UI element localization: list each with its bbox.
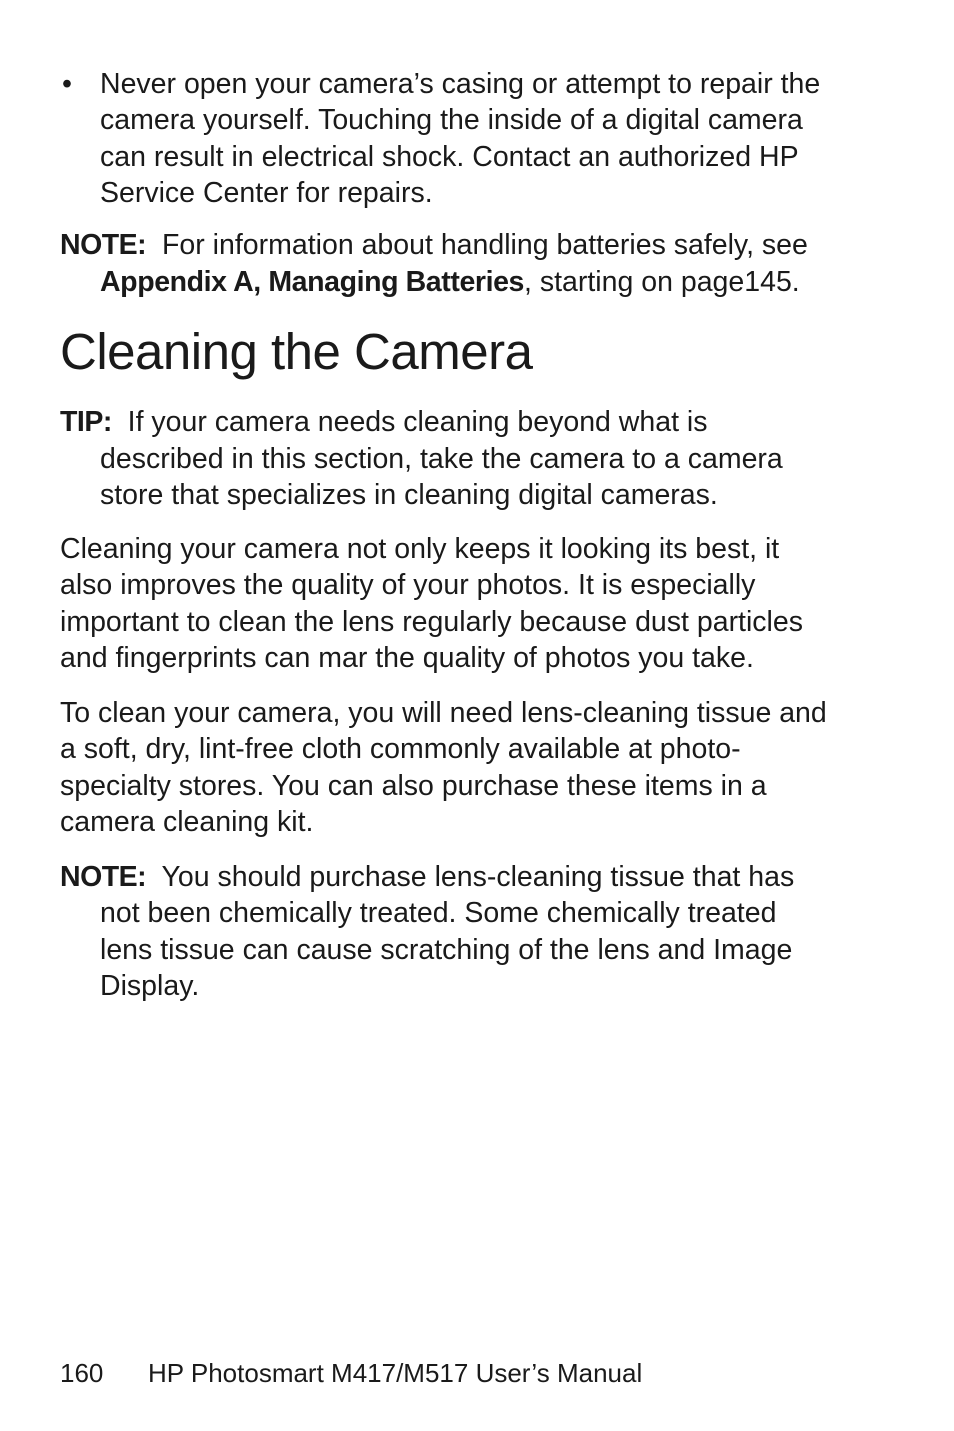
battery-note — [60, 227, 890, 300]
tissue-note — [60, 859, 800, 1005]
section-heading: Cleaning the Camera — [60, 323, 533, 381]
page-footer — [60, 1356, 642, 1390]
manual-title: HP Photosmart M417/M517 User’s Manual — [148, 1358, 643, 1388]
appendix-cross-reference[interactable]: Appendix A, Managing Batteries — [100, 265, 525, 298]
tip-label: TIP: — [60, 406, 112, 439]
tip-text: If your camera needs cleaning beyond what is described in this section, take the camera to a camera store that specializes in cleaning digital cameras. — [100, 406, 783, 512]
bullet-text: Never open your camera’s casing or attempt to repair the camera yourself. Touching the inside of a digital camera can result in electrical shock. Contact an authorized HP Service Center for repairs. — [100, 68, 821, 209]
warning-bullet-item — [60, 66, 850, 211]
tip-note — [60, 404, 800, 514]
note-text: You should purchase lens-cleaning tissue that has not been chemically treated. Some chemically treated lens tissue can cause scratching of the lens and Image Display. — [100, 860, 795, 1003]
note-label: NOTE: — [60, 860, 147, 893]
cleaning-benefits-paragraph: Cleaning your camera not only keeps it looking its best, it also improves the quality of your photos. It is especially important to clean the lens regularly because dust particles and fingerprints can mar the quality of photos you take. — [60, 532, 803, 675]
page-number: 160 — [60, 1358, 104, 1388]
bullet-marker: • — [62, 68, 72, 100]
note-label: NOTE: — [60, 229, 147, 262]
note-text: For information about handling batteries safely, see — [162, 229, 808, 262]
page-content — [60, 66, 850, 1005]
note-text-after: , starting on page145. — [524, 265, 800, 298]
cleaning-supplies-paragraph: To clean your camera, you will need lens-cleaning tissue and a soft, dry, lint-free cloth commonly available at photo-specialty stores. You can also purchase these items in a camera cleaning kit. — [60, 696, 827, 839]
